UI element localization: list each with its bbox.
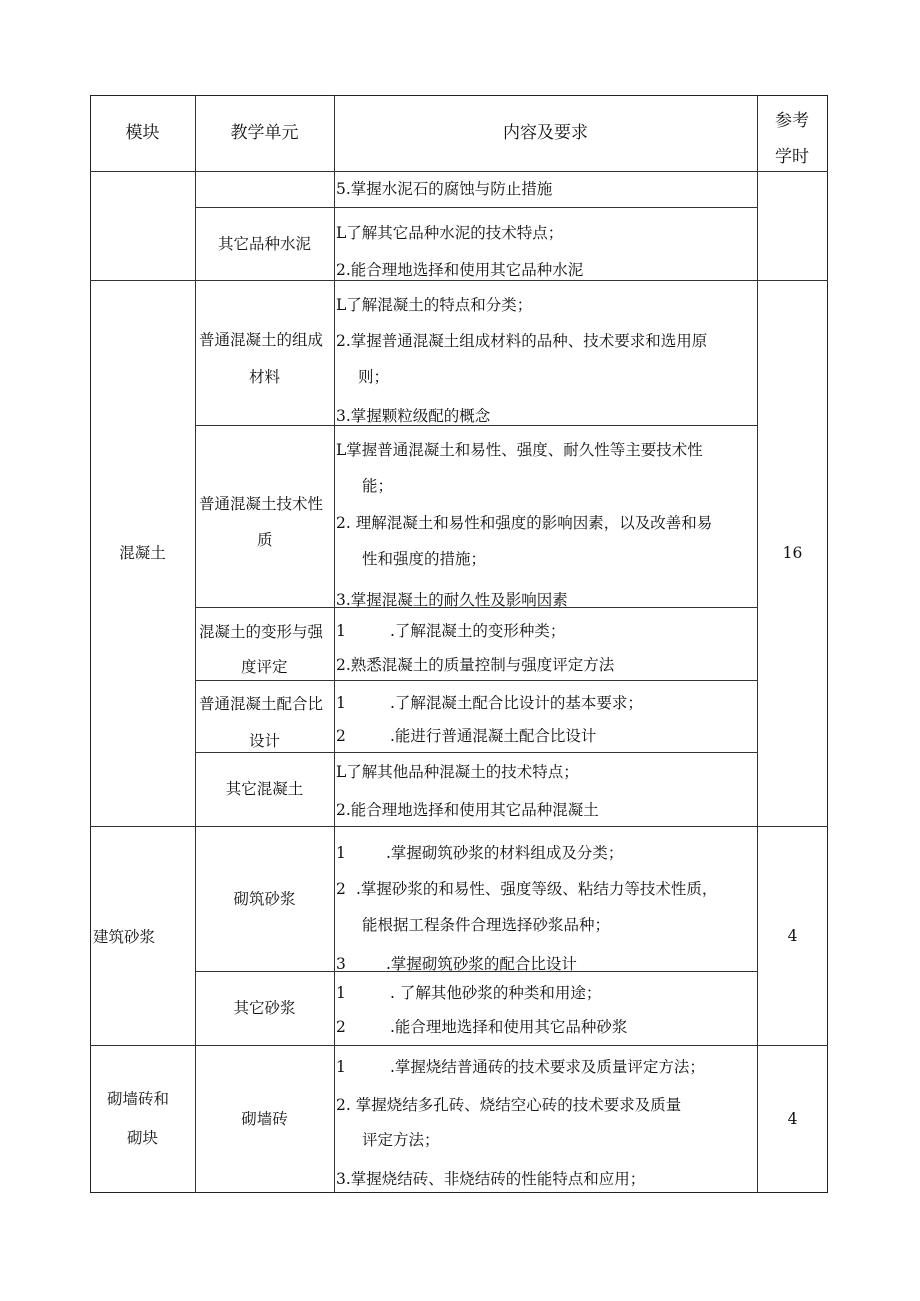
unit-masonry-mortar: 砌筑砂浆 xyxy=(233,889,296,908)
unit-concrete-properties-line2: 质 xyxy=(257,531,273,549)
brick-item-3: 3.掌握烧结砖、非烧结砖的性能特点和应用； xyxy=(336,1170,646,1188)
concrete-u1-item-1: L了解混凝土的特点和分类； xyxy=(336,296,533,314)
cement-item-5: 5.掌握水泥石的腐蚀与防止措施 xyxy=(336,180,553,198)
other-cement-item-1: L了解其它品种水泥的技术特点； xyxy=(336,224,564,242)
header-hours-line1: 参考 xyxy=(775,111,809,131)
hours-concrete: 16 xyxy=(782,544,803,562)
row-divider-header xyxy=(90,171,828,172)
concrete-u1-item-2a: 2.掌握普通混凝土组成材料的品种、技术要求和选用原 xyxy=(336,332,708,350)
concrete-u4-item-1-number: 1 xyxy=(336,694,346,712)
brick-item-1-number: 1 xyxy=(336,1058,346,1076)
concrete-u4-item-2-number: 2 xyxy=(336,727,346,745)
concrete-u2-item-2a: 2. 理解混凝土和易性和强度的影响因素，以及改善和易 xyxy=(336,514,713,532)
unit-concrete-mix-design-line1: 普通混凝土配合比 xyxy=(199,695,324,713)
unit-concrete-composition-line1: 普通混凝土的组成 xyxy=(199,331,324,349)
module-brick-line2: 砌块 xyxy=(127,1129,159,1147)
mortar-u2-item-1-number: 1 xyxy=(336,984,346,1002)
header-unit: 教学单元 xyxy=(230,123,299,143)
unit-concrete-deformation-line1: 混凝土的变形与强 xyxy=(199,623,324,641)
mortar-u2-item-2-number: 2 xyxy=(336,1018,346,1036)
mortar-u1-item-2-number: 2 xyxy=(336,880,346,898)
concrete-u2-item-1b: 能； xyxy=(362,477,394,495)
concrete-u4-item-1: .了解混凝土配合比设计的基本要求； xyxy=(390,694,643,712)
concrete-u5-item-1: L了解其他品种混凝土的技术特点； xyxy=(336,763,579,781)
unit-concrete-deformation-line2: 度评定 xyxy=(241,658,288,676)
module-concrete: 混凝土 xyxy=(119,544,166,562)
concrete-u1-item-2b: 则； xyxy=(358,368,390,386)
hours-brick: 4 xyxy=(787,1110,798,1128)
brick-item-1: .掌握烧结普通砖的技术要求及质量评定方法； xyxy=(390,1058,705,1076)
row-divider-concrete-u3 xyxy=(195,680,757,681)
mortar-u1-item-3-number: 3 xyxy=(336,955,346,973)
concrete-u3-item-2: 2.熟悉混凝土的质量控制与强度评定方法 xyxy=(336,656,615,674)
unit-concrete-mix-design-line2: 设计 xyxy=(249,732,281,750)
header-content: 内容及要求 xyxy=(503,123,588,143)
module-brick-line1: 砌墙砖和 xyxy=(107,1090,170,1108)
unit-concrete-composition-line2: 材料 xyxy=(249,368,281,386)
header-hours-line2: 学时 xyxy=(775,147,809,167)
mortar-u1-item-2a: .掌握砂浆的和易性、强度等级、粘结力等技术性质， xyxy=(356,880,718,898)
concrete-u2-item-3: 3.掌握混凝土的耐久性及影响因素 xyxy=(336,591,568,609)
mortar-u2-item-2: .能合理地选择和使用其它品种砂浆 xyxy=(390,1018,628,1036)
unit-other-concrete: 其它混凝土 xyxy=(225,780,304,798)
concrete-u2-item-1a: L掌握普通混凝土和易性、强度、耐久性等主要技术性 xyxy=(336,441,703,459)
unit-wall-brick: 砌墙砖 xyxy=(241,1110,288,1128)
hours-mortar: 4 xyxy=(787,926,798,945)
concrete-u4-item-2: .能进行普通混凝土配合比设计 xyxy=(390,727,597,745)
brick-item-2b: 评定方法； xyxy=(362,1131,440,1149)
other-cement-item-2: 2.能合理地选择和使用其它品种水泥 xyxy=(336,261,584,279)
module-mortar: 建筑砂浆 xyxy=(93,928,156,946)
header-module: 模块 xyxy=(125,123,160,143)
concrete-u1-item-3: 3.掌握颗粒级配的概念 xyxy=(336,407,491,425)
row-divider-cement-end xyxy=(90,280,828,281)
concrete-u3-item-1: .了解混凝土的变形种类； xyxy=(390,622,566,640)
brick-item-2a: 2. 掌握烧结多孔砖、烧结空心砖的技术要求及质量 xyxy=(336,1096,682,1114)
concrete-u5-item-2: 2.能合理地选择和使用其它品种混凝土 xyxy=(336,801,599,819)
mortar-u1-item-2b: 能根据工程条件合理选择砂浆品种； xyxy=(362,916,611,934)
unit-other-mortar: 其它砂浆 xyxy=(233,999,296,1017)
mortar-u2-item-1: . 了解其他砂浆的种类和用途； xyxy=(390,984,602,1002)
mortar-u1-item-3: .掌握砌筑砂浆的配合比设计 xyxy=(386,955,577,973)
unit-other-cement: 其它品种水泥 xyxy=(217,234,311,253)
mortar-u1-item-1-number: 1 xyxy=(336,844,346,862)
unit-concrete-properties-line1: 普通混凝土技术性 xyxy=(199,495,324,513)
concrete-u3-item-1-number: 1 xyxy=(336,622,346,640)
col-divider-unit xyxy=(334,95,335,1193)
concrete-u2-item-2b: 性和强度的措施； xyxy=(362,550,487,568)
mortar-u1-item-1: .掌握砌筑砂浆的材料组成及分类； xyxy=(386,844,624,862)
